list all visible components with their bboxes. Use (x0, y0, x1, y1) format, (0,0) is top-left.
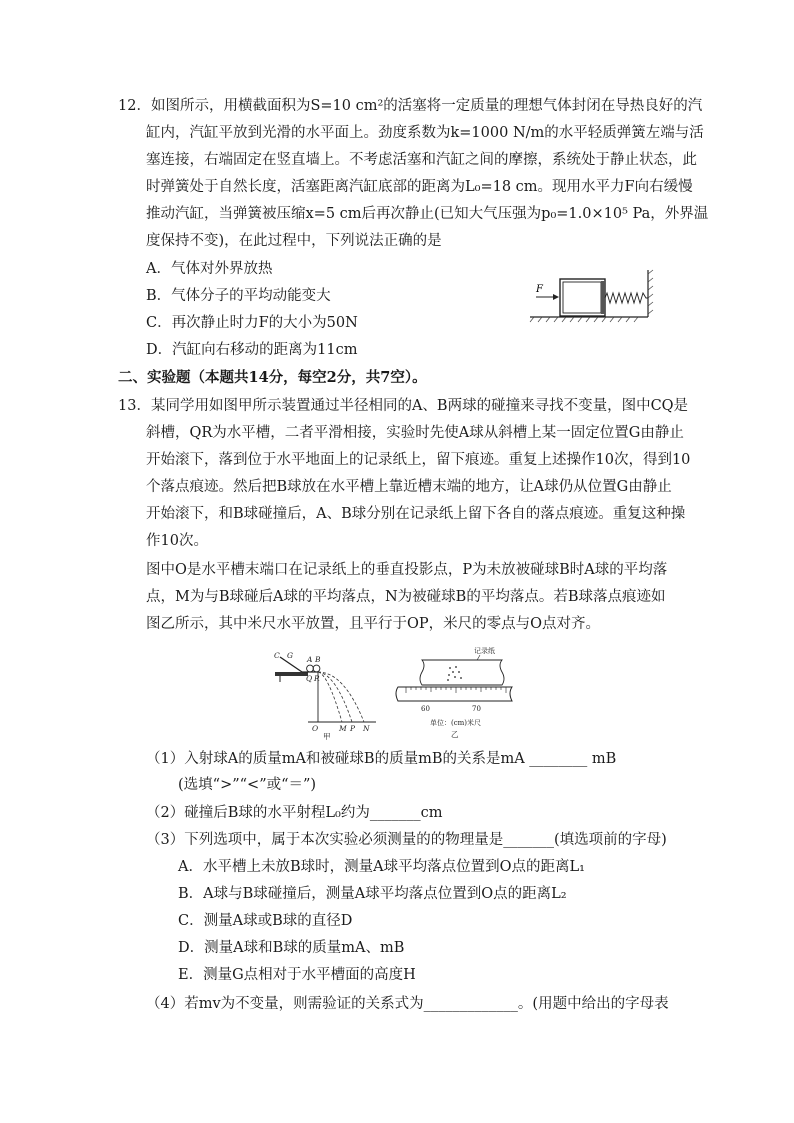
record-paper-label: 记录纸 (474, 647, 495, 655)
q13-line-5: 开始滚下，和B球碰撞后，A、B球分别在记录纸上留下各自的落点痕迹。重复这种操 (146, 506, 686, 522)
q13-line-6: 作10次。 (146, 533, 208, 549)
label-r: R (314, 674, 320, 683)
q12-line-5: 推动汽缸，当弹簧被压缩x=5 cm后再次静止(已知大气压强为p₀=1.0×10⁵ Pa，外界温 (146, 206, 709, 222)
q12-line-6: 度保持不变)，在此过程中，下列说法正确的是 (146, 233, 442, 249)
q12-line-2: 缸内，汽缸平放到光滑的水平面上。劲度系数为k=1000 N/m的水平轻质弹簧左端与活 (146, 125, 704, 141)
label-o: O (312, 724, 319, 733)
q13-sub-3-option-d: D．测量A球和B球的质量mA、mB (178, 940, 405, 956)
q13-sub-1: （1）入射球A的质量mA和被碰球B的质量mB的关系是mA ________ mB (146, 751, 617, 767)
label-n: N (363, 724, 370, 733)
q13-sub-3-option-c: C．测量A球或B球的直径D (178, 913, 353, 929)
label-a: A (307, 655, 313, 664)
label-g: G (287, 651, 293, 660)
q13-sub-3-option-b: B．A球与B球碰撞后，测量A球平均落点位置到O点的距离L₂ (178, 886, 567, 902)
q12-cylinder-figure (528, 266, 658, 324)
q13-sub-2: （2）碰撞后B球的水平射程L₀约为_______cm (146, 805, 443, 821)
q12-option-c: C．再次静止时力F的大小为50N (146, 315, 358, 331)
q13-line-8: 点，M为与B球碰后A球的平均落点，N为被碰球B的平均落点。若B球落点痕迹如 (146, 589, 666, 605)
q13-line-4: 个落点痕迹。然后把B球放在水平槽上靠近槽末端的地方，让A球仍从位置G由静止 (146, 479, 672, 495)
q13-sub-1-hint: (选填“>”“<”或“＝”) (178, 777, 317, 793)
tick-label-70: 70 (472, 705, 481, 713)
label-m: M (339, 724, 347, 733)
ruler-unit-label: 单位：(cm)米尺 (430, 719, 482, 727)
q13-figure-jia (272, 648, 380, 740)
tick-label-60: 60 (421, 705, 430, 713)
q13-figure-yi (392, 645, 518, 741)
q12-force-label: F (536, 284, 543, 295)
label-q: Q (306, 674, 313, 683)
q12-line-3: 塞连接，右端固定在竖直墙上。不考虑活塞和汽缸之间的摩擦，系统处于静止状态，此 (146, 152, 697, 168)
q13-sub-3-option-a: A．水平槽上未放B球时，测量A球平均落点位置到O点的距离L₁ (178, 859, 585, 875)
q13-sub-4: （4）若mv为不变量，则需验证的关系式为_____________。(用题中给出的字母表 (146, 996, 669, 1012)
section-2-title: 二、实验题（本题共14分，每空2分，共7空）。 (118, 369, 427, 386)
label-p: P (350, 724, 356, 733)
q12-line-4: 时弹簧处于自然长度，活塞距离汽缸底部的距离为L₀=18 cm。现用水平力F向右缓慢 (146, 179, 693, 195)
q12-option-d: D．汽缸向右移动的距离为11cm (146, 342, 358, 358)
q13-line-9: 图乙所示，其中米尺水平放置，且平行于OP，米尺的零点与O点对齐。 (146, 616, 601, 632)
q12-line-1: 12．如图所示，用横截面积为S=10 cm²的活塞将一定质量的理想气体封闭在导热良好的汽 (118, 98, 703, 114)
q13-sub-3-option-e: E．测量G点相对于水平槽面的高度H (178, 967, 416, 983)
q13-sub-3: （3）下列选项中，属于本次实验必须测量的的物理量是_______(填选项前的字母) (146, 832, 667, 848)
q13-line-7: 图中O是水平槽末端口在记录纸上的垂直投影点，P为未放被碰球B时A球的平均落 (146, 562, 668, 578)
caption-jia: 甲 (323, 732, 331, 740)
q12-option-b: B．气体分子的平均动能变大 (146, 288, 331, 304)
q13-line-1: 13．某同学用如图甲所示装置通过半径相同的A、B两球的碰撞来寻找不变量，图中CQ是 (118, 398, 689, 414)
q13-line-3: 开始滚下，落到位于水平地面上的记录纸上，留下痕迹。重复上述操作10次，得到10 (146, 452, 691, 468)
q12-option-a: A．气体对外界放热 (146, 261, 273, 277)
caption-yi: 乙 (451, 730, 459, 739)
q13-line-2: 斜槽，QR为水平槽，二者平滑相接，实验时先使A球从斜槽上某一固定位置G由静止 (146, 425, 684, 441)
label-b: B (315, 655, 321, 664)
label-c: C (274, 651, 280, 660)
